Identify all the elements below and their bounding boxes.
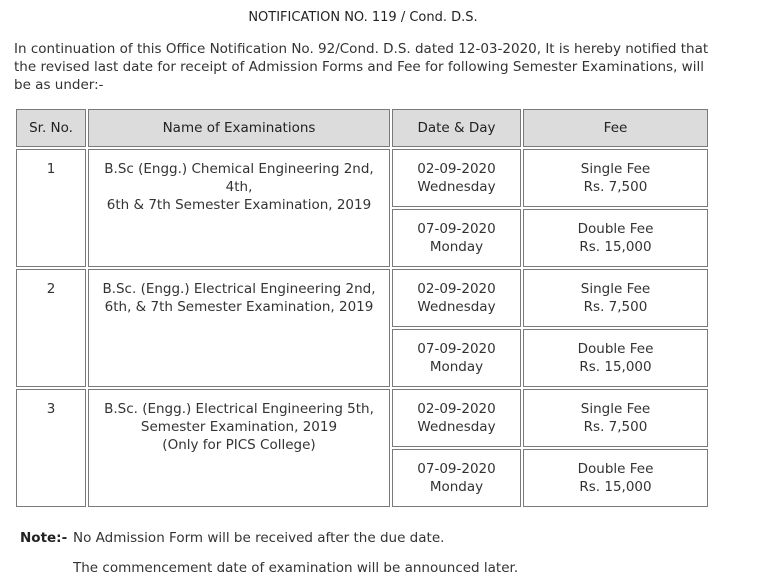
date: 07-09-2020 [417,221,496,237]
day: Wednesday [417,179,496,195]
table-row [16,149,708,207]
fee-amount: Rs. 7,500 [583,419,648,435]
fee-type: Double Fee [577,341,654,357]
fee-type: Double Fee [577,221,654,237]
exam-name-cell [88,149,390,267]
date: 02-09-2020 [417,161,496,177]
fee-amount: Rs. 15,000 [579,239,652,255]
header-exam-name: Name of Examinations [88,109,390,147]
day: Wednesday [417,299,496,315]
exam-name-line: Semester Examination, 2019 [140,419,338,435]
date-day-cell [392,209,521,267]
date: 02-09-2020 [417,281,496,297]
fee-type: Single Fee [580,401,651,417]
sr-no: 2 [46,281,56,297]
sr-no-cell [16,269,86,387]
fee-cell [523,149,708,207]
intro-paragraph: In continuation of this Office Notification No. 92/Cond. D.S. dated 12-03-2020, It is hereby notified that the revised last date for receipt of Admission Forms and Fee for following Semester Examinations, will be as under:- [14,41,709,93]
day: Monday [429,359,484,375]
day: Wednesday [417,419,496,435]
fee-type: Single Fee [580,161,651,177]
header-fee: Fee [523,109,708,147]
fee-cell [523,269,708,327]
exam-name-line: (Only for PICS College) [162,437,316,453]
date: 02-09-2020 [417,401,496,417]
fee-cell [523,209,708,267]
table-row [16,389,708,447]
table-header-row [16,109,708,147]
date-day-cell [392,149,521,207]
sr-no-cell [16,149,86,267]
sr-no: 3 [46,401,56,417]
fee-cell [523,329,708,387]
fee-type: Single Fee [580,281,651,297]
exam-name-cell [88,269,390,387]
sr-no-cell [16,389,86,507]
fee-cell [523,449,708,507]
date: 07-09-2020 [417,461,496,477]
day: Monday [429,239,484,255]
fee-amount: Rs. 15,000 [579,359,652,375]
fee-cell [523,389,708,447]
sr-no: 1 [46,161,56,177]
fee-amount: Rs. 7,500 [583,179,648,195]
exam-name-line: B.Sc (Engg.) Chemical Engineering 2nd, 4th, [104,161,374,195]
exam-name-cell [88,389,390,507]
fee-type: Double Fee [577,461,654,477]
date: 07-09-2020 [417,341,496,357]
examination-schedule-table [14,107,710,509]
note-line: No Admission Form will be received after the due date. [73,530,445,546]
date-day-cell [392,329,521,387]
fee-amount: Rs. 15,000 [579,479,652,495]
note-label: Note:- [20,530,68,546]
note-line: The commencement date of examination will be announced later. [73,560,519,576]
exam-name-line: B.Sc. (Engg.) Electrical Engineering 2nd, [102,281,376,297]
exam-name-line: B.Sc. (Engg.) Electrical Engineering 5th, [104,401,374,417]
date-day-cell [392,269,521,327]
header-sr-no: Sr. No. [16,109,86,147]
header-date-day: Date & Day [392,109,521,147]
notification-title: NOTIFICATION NO. 119 / Cond. D.S. [248,10,478,25]
exam-name-line: 6th & 7th Semester Examination, 2019 [106,197,372,213]
exam-name-line: 6th, & 7th Semester Examination, 2019 [104,299,374,315]
table-row [16,269,708,327]
day: Monday [429,479,484,495]
date-day-cell [392,389,521,447]
fee-amount: Rs. 7,500 [583,299,648,315]
date-day-cell [392,449,521,507]
